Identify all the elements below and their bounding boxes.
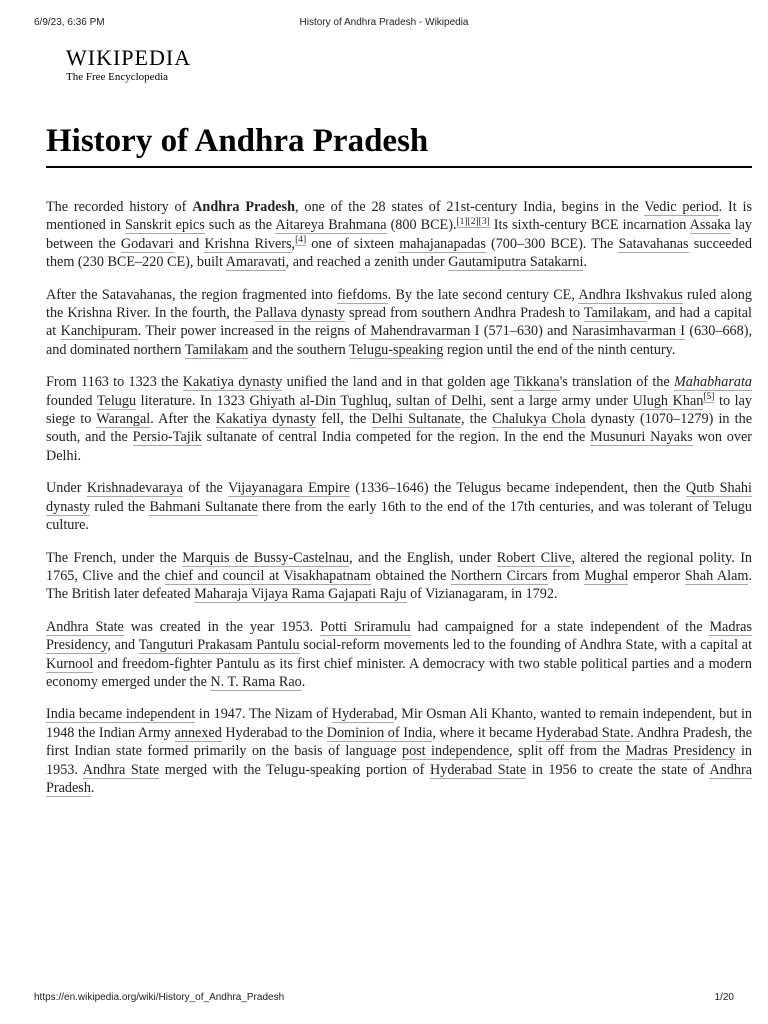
text-run: (700–300 BCE). The bbox=[485, 235, 619, 252]
wiki-link[interactable]: Vedic period bbox=[644, 199, 719, 215]
wiki-link[interactable]: Narasimhavarman I bbox=[571, 323, 686, 340]
print-page-title: History of Andhra Pradesh - Wikipedia bbox=[299, 17, 469, 28]
text-run: . The British later defeated bbox=[46, 567, 752, 603]
wiki-link[interactable]: Telugu-speaking bbox=[349, 341, 444, 358]
text-run: , and bbox=[107, 637, 139, 654]
wiki-link[interactable]: Hyderabad State bbox=[536, 724, 631, 741]
logo-tagline: The Free Encyclopedia bbox=[66, 71, 169, 83]
citation-ref[interactable] bbox=[703, 392, 714, 403]
wiki-link[interactable]: Hyderabad State bbox=[429, 761, 527, 778]
article-paragraph bbox=[46, 373, 752, 465]
text-run: , and had a capital at bbox=[46, 305, 753, 340]
logo-wordmark: WIKIPEDIA bbox=[66, 45, 192, 70]
text-run: The recorded history of bbox=[46, 199, 193, 215]
text-run: and bbox=[173, 235, 205, 252]
text-run: (630–668), and dominated northern bbox=[46, 323, 753, 358]
text-run: , bbox=[291, 235, 296, 252]
text-run: From 1163 to 1323 the bbox=[46, 374, 183, 391]
article-paragraph bbox=[46, 618, 752, 692]
wiki-link[interactable]: Maharaja Vijaya Rama Gajapati Raju bbox=[194, 586, 407, 603]
text-run: fell, the bbox=[316, 411, 372, 428]
wiki-link[interactable]: Dominion of India bbox=[326, 724, 433, 741]
wiki-link[interactable]: Madras Presidency bbox=[46, 618, 752, 654]
wiki-link[interactable]: Mahendravarman I bbox=[370, 323, 480, 340]
text-run: , and the English, under bbox=[349, 549, 497, 566]
wiki-link[interactable]: Kakatiya dynasty bbox=[215, 411, 317, 428]
wiki-link[interactable]: Tanguturi Prakasam Pantulu bbox=[138, 637, 300, 654]
wiki-link[interactable]: Sanskrit epics bbox=[125, 217, 205, 234]
wiki-link[interactable]: Satavahanas bbox=[618, 235, 689, 252]
wiki-link[interactable]: Krishnadevaraya bbox=[86, 480, 183, 497]
wiki-link[interactable]: N. T. Rama Rao bbox=[210, 673, 302, 690]
wiki-link[interactable]: Robert Clive bbox=[496, 549, 572, 566]
text-run: succeeded them (230 BCE–220 CE), built bbox=[46, 235, 752, 271]
text-run: Its sixth-century BCE incarnation bbox=[489, 217, 690, 234]
wiki-link[interactable]: Hyderabad bbox=[331, 706, 394, 723]
wiki-link[interactable]: Tamilakam bbox=[583, 305, 648, 322]
text-run: unified the land and in that golden age bbox=[282, 374, 514, 391]
text-run: . Andhra Pradesh, the first Indian state formed primarily on the basis of language bbox=[46, 724, 753, 760]
print-date: 6/9/23, 6:36 PM bbox=[34, 17, 105, 28]
text-run: such as the bbox=[204, 217, 276, 234]
text-run: (571–630) and bbox=[479, 323, 572, 340]
wiki-link[interactable]: Persio-Tajik bbox=[132, 429, 202, 446]
text-run: was created in the year 1953. bbox=[123, 618, 321, 635]
text-run: from bbox=[547, 567, 585, 584]
wiki-link[interactable]: Aitareya Brahmana bbox=[275, 217, 387, 234]
text-run: Under bbox=[46, 480, 87, 497]
article-body bbox=[46, 198, 752, 811]
print-header bbox=[34, 17, 734, 31]
text-run: founded bbox=[46, 392, 97, 409]
page-title: History of Andhra Pradesh bbox=[46, 120, 752, 168]
text-run: . bbox=[90, 779, 95, 796]
wiki-link[interactable]: Andhra State bbox=[46, 618, 124, 635]
text-run: in 1953. bbox=[46, 743, 752, 778]
text-run: region until the end of the ninth century. bbox=[443, 341, 676, 358]
text-run: , bbox=[387, 392, 397, 409]
citation-link[interactable]: [1] bbox=[456, 216, 468, 227]
print-page-number: 1/20 bbox=[714, 992, 734, 1003]
wiki-link[interactable]: Pallava dynasty bbox=[255, 305, 346, 322]
article-paragraph bbox=[46, 705, 752, 797]
text-run: in 1956 to create the state of bbox=[526, 761, 710, 778]
wiki-link[interactable]: Krishna Rivers bbox=[204, 235, 292, 252]
wiki-link[interactable]: Vijayanagara Empire bbox=[227, 480, 350, 497]
wiki-link[interactable]: Qutb Shahi dynasty bbox=[46, 480, 752, 515]
text-run: , split off from the bbox=[509, 743, 626, 760]
print-url: https://en.wikipedia.org/wiki/History_of_Andhra_Pradesh bbox=[34, 992, 285, 1003]
wiki-link[interactable]: India became independent bbox=[46, 706, 196, 723]
text-run: social-reform movements led to the founding of Andhra State, with a capital at bbox=[299, 637, 753, 654]
wiki-link[interactable]: Amaravati bbox=[225, 254, 286, 271]
citation-ref[interactable] bbox=[457, 217, 468, 228]
wiki-link[interactable]: Tikkana bbox=[513, 374, 560, 391]
text-run: emperor bbox=[628, 567, 685, 584]
article-paragraph bbox=[46, 286, 752, 360]
wiki-link[interactable]: fiefdoms bbox=[337, 286, 388, 303]
bold-term: Andhra Pradesh bbox=[192, 199, 295, 215]
wiki-link[interactable]: Shah Alam bbox=[684, 567, 749, 584]
wiki-link[interactable]: Gautamiputra Satakarni bbox=[448, 254, 584, 271]
citation-link[interactable]: [2] bbox=[467, 216, 479, 227]
wiki-link[interactable]: Potti Sriramulu bbox=[320, 618, 411, 635]
wiki-link[interactable]: Telugu bbox=[96, 392, 137, 409]
text-run: (1336–1646) the Telugus became independent, then the bbox=[349, 480, 686, 497]
text-run: sultanate of central India competed for the region. In the end the bbox=[201, 429, 591, 446]
text-run: of the bbox=[182, 480, 228, 497]
text-run: . bbox=[583, 254, 587, 271]
text-run: won over Delhi. bbox=[46, 429, 752, 464]
text-run: to lay siege to bbox=[46, 392, 753, 428]
wiki-link[interactable]: Bahmani Sultanate bbox=[149, 498, 258, 515]
text-run: , and reached a zenith under bbox=[285, 254, 449, 271]
citation-ref[interactable] bbox=[468, 217, 479, 228]
text-run: obtained the bbox=[370, 567, 451, 584]
text-run: one of sixteen bbox=[306, 235, 400, 252]
text-run: , where it became bbox=[432, 724, 537, 741]
wiki-link[interactable]: Musunuri Nayaks bbox=[590, 429, 693, 446]
citation-link[interactable]: [4] bbox=[295, 235, 307, 246]
citation-link[interactable]: [5] bbox=[703, 391, 715, 402]
text-run: in 1947. The Nizam of bbox=[195, 706, 332, 723]
text-run: ruled along the Krishna River. In the fourth, the bbox=[46, 286, 752, 322]
article-paragraph bbox=[46, 198, 752, 272]
citation-link[interactable]: [3] bbox=[478, 216, 490, 227]
citation-ref[interactable] bbox=[295, 235, 306, 246]
text-run: . bbox=[301, 673, 306, 690]
text-run: ruled the bbox=[90, 498, 150, 515]
text-run: , the bbox=[460, 411, 493, 428]
wiki-link[interactable]: annexed bbox=[174, 724, 222, 741]
text-run: and the southern bbox=[248, 341, 350, 358]
wiki-link[interactable]: Tamilakam bbox=[184, 341, 249, 358]
wiki-link[interactable]: mahajanapadas bbox=[399, 235, 486, 252]
text-run: . It is mentioned in bbox=[46, 199, 752, 234]
text-run: and freedom-fighter Pantulu as its first chief minister. A democracy with two stable political parties and a modern economy emerged under the bbox=[46, 655, 752, 690]
wiki-link[interactable]: Warangal bbox=[96, 411, 151, 428]
text-run: , one of the 28 states of 21st-century India, begins in the bbox=[294, 199, 645, 215]
wiki-link[interactable]: Mughal bbox=[584, 567, 629, 584]
wiki-link[interactable]: sultan of Delhi bbox=[396, 392, 483, 409]
citation-ref[interactable] bbox=[479, 217, 490, 228]
wiki-link[interactable]: Madras Presidency bbox=[625, 743, 736, 760]
text-run: Hyderabad to the bbox=[221, 724, 327, 741]
wiki-link[interactable]: post independence bbox=[401, 743, 510, 760]
text-run: had campaigned for a state independent of the bbox=[410, 618, 710, 635]
wiki-link[interactable]: Ulugh Khan bbox=[632, 392, 704, 409]
text-run: lay between the bbox=[46, 217, 753, 252]
text-run: . Their power increased in the reigns of bbox=[137, 323, 371, 340]
text-run: of Vizianagaram, in 1792. bbox=[406, 586, 558, 603]
wiki-link[interactable]: Kanchipuram bbox=[60, 323, 138, 340]
text-run: The French, under the bbox=[46, 549, 183, 566]
text-run: literature. In 1323 bbox=[136, 392, 250, 409]
wikipedia-logo[interactable] bbox=[66, 47, 191, 83]
print-footer bbox=[34, 992, 734, 1006]
text-run: there from the early 16th to the end of the 17th centuries, and was tolerant of Telugu culture. bbox=[46, 498, 752, 534]
text-run: , sent a large army under bbox=[482, 392, 633, 409]
article-paragraph bbox=[46, 479, 752, 534]
text-run: 's translation of the bbox=[559, 374, 674, 391]
article-paragraph bbox=[46, 549, 752, 604]
text-run: . After the bbox=[150, 411, 216, 428]
wiki-link[interactable]: Andhra Ikshvakus bbox=[578, 286, 683, 303]
wiki-link[interactable]: Kurnool bbox=[46, 655, 94, 672]
text-run: dynasty (1070–1279) in the south, and the bbox=[46, 411, 752, 446]
wiki-link[interactable]: chief and council at Visakhapatnam bbox=[164, 567, 371, 584]
wiki-link[interactable]: Marquis de Bussy-Castelnau bbox=[182, 549, 350, 566]
text-run: . By the late second century CE, bbox=[387, 286, 579, 303]
wiki-link[interactable]: Assaka bbox=[689, 217, 731, 234]
wiki-link[interactable]: Ghiyath al-Din Tughluq bbox=[249, 392, 388, 409]
text-run: spread from southern Andhra Pradesh to bbox=[345, 305, 584, 322]
text-run: (800 BCE). bbox=[386, 217, 457, 234]
wiki-link[interactable]: Andhra State bbox=[82, 761, 160, 778]
text-run: merged with the Telugu-speaking portion of bbox=[159, 761, 430, 778]
text-run: , altered the regional polity. In 1765, Clive and the bbox=[46, 549, 753, 584]
wiki-link[interactable]: Kakatiya dynasty bbox=[182, 374, 283, 391]
wiki-link[interactable]: Chalukya Chola bbox=[492, 411, 586, 428]
wiki-link[interactable]: Godavari bbox=[120, 235, 174, 252]
wiki-link[interactable]: Northern Circars bbox=[450, 567, 548, 584]
text-run: , Mir Osman Ali Khanto, wanted to remain independent, but in 1948 the Indian Army bbox=[46, 706, 752, 741]
wiki-link[interactable]: Delhi Sultanate bbox=[371, 411, 461, 428]
text-run: After the Satavahanas, the region fragmented into bbox=[46, 286, 338, 303]
wiki-link-italic[interactable]: Mahabharata bbox=[673, 374, 752, 391]
wiki-link[interactable]: Andhra Pradesh bbox=[46, 761, 752, 796]
